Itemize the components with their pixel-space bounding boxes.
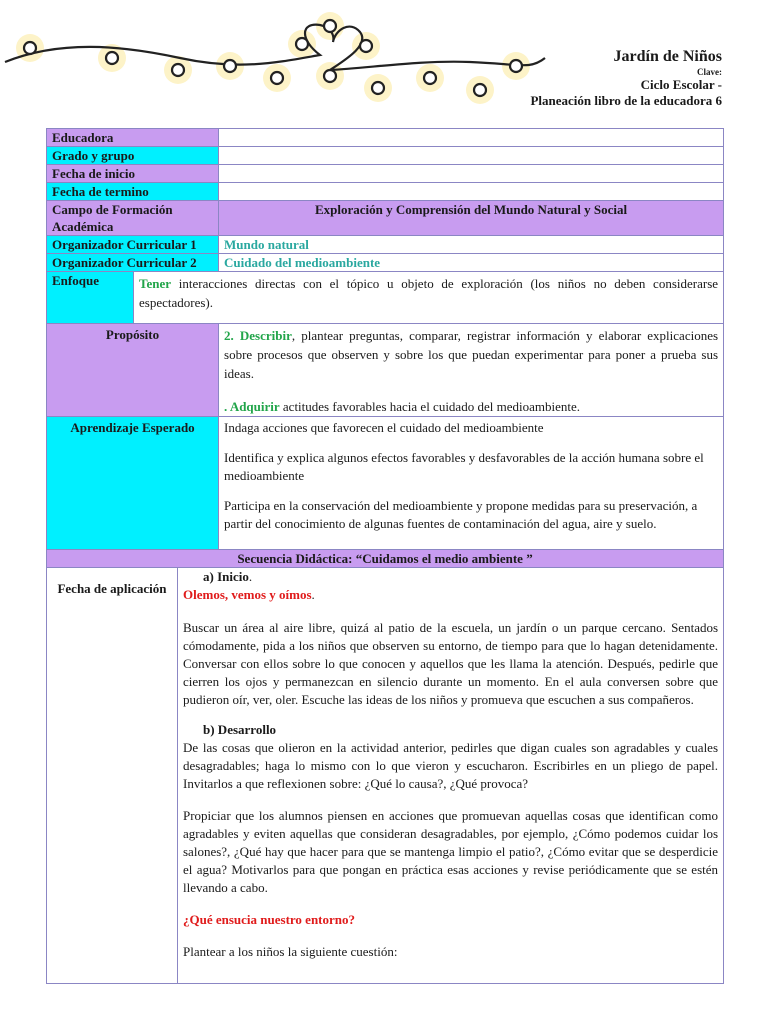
fecha-inicio-value[interactable] xyxy=(219,165,724,183)
org1-label: Organizador Curricular 1 xyxy=(47,236,219,254)
inicio-subheading: Olemos, vemos y oímos xyxy=(183,587,312,602)
document-header xyxy=(530,47,722,109)
row-fecha-termino xyxy=(47,183,724,201)
desarrollo-heading: b) Desarrollo xyxy=(203,722,277,737)
aprendizaje-label: Aprendizaje Esperado xyxy=(47,417,219,550)
school-title: Jardín de Niños xyxy=(613,48,722,65)
light-glow-group xyxy=(16,12,530,104)
org2-text: Cuidado del medioambiente xyxy=(224,255,381,270)
light-bulb xyxy=(24,42,36,54)
row-campo xyxy=(47,201,724,236)
org2-value xyxy=(219,254,724,272)
campo-label: Campo de Formación Académica xyxy=(47,201,219,236)
planeacion-label: Planeación libro de la educadora 6 xyxy=(530,93,722,108)
clave-label: Clave: xyxy=(697,67,722,77)
light-bulb xyxy=(172,64,184,76)
light-bulb xyxy=(271,72,283,84)
inicio-sub-dot: . xyxy=(311,587,315,602)
educadora-label: Educadora xyxy=(47,129,219,147)
campo-value: Exploración y Comprensión del Mundo Natural y Social xyxy=(219,201,724,236)
enfoque-label: Enfoque xyxy=(47,272,134,324)
aprendizaje-value xyxy=(219,417,724,550)
aprendizaje-2: Identifica y explica algunos efectos favorables y desfavorables de la acción humana sobre el medioambiente xyxy=(224,450,704,483)
enfoque-text: interacciones directas con el tópico u objeto de exploración (los niños no deben considerarse espectadores). xyxy=(139,276,719,310)
enfoque-value xyxy=(134,272,724,324)
row-org1 xyxy=(47,236,724,254)
light-bulb xyxy=(224,60,236,72)
ciclo-escolar-label: Ciclo Escolar - xyxy=(640,77,722,92)
proposito-value xyxy=(219,324,724,417)
desarrollo-text-1: De las cosas que olieron en la actividad anterior, pedirles que digan cuales son agradables y cuales desagradables; haga lo mismo con lo que vieron y escucharon. Escribirles en un pliego de papel. Invitarlos a que reflexionen sobre: ¿Qué lo causa?, ¿Qué provoca? xyxy=(183,740,719,791)
secuencia-content xyxy=(178,568,724,984)
prop1-highlight: 2. Describir xyxy=(224,328,292,343)
prop2-highlight: . Adquirir xyxy=(224,399,280,414)
prop1-text: , plantear preguntas, comparar, registrar información y elaborar explicaciones sobre procesos que observen y sobre los que puedan experimentar para poner a prueba sus ideas. xyxy=(224,328,719,381)
inicio-text: Buscar un área al aire libre, quizá al patio de la escuela, un jardín o un parque cercano. Sentados cómodamente, pida a los niños que observen su entorno, de tiempo para que lo hagan detenidamente. Conversar con ellos sobre lo que conocen y aquellos que les llama la atención. Después, pedirle que cierren los ojos y permanezcan en silencio durante un momento. En el aula conversen sobre que pudieron oír, ver, oler. Escuche las ideas de los niños y promueva que escuchen a sus compañeros. xyxy=(183,620,719,707)
light-bulb xyxy=(324,20,336,32)
desarrollo-text-2: Propiciar que los alumnos piensen en acciones que promuevan aquellas cosas que identifican como agradables y eviten aquellas que consideran desagradables, por ejemplo, ¿Cómo podemos cuidar los salones?, ¿Qué hay que hacer para que se mantenga limpio el patio?, ¿Cómo evitar que se desperdicie el agua? Motivarlos para que pongan en práctica esas acciones y revise periódicamente que se estén llevando a cabo. xyxy=(183,808,719,895)
row-secuencia-body xyxy=(47,568,724,984)
light-bulb xyxy=(296,38,308,50)
fecha-termino-label: Fecha de termino xyxy=(47,183,219,201)
row-proposito xyxy=(47,324,724,417)
fecha-inicio-label: Fecha de inicio xyxy=(47,165,219,183)
light-bulb xyxy=(372,82,384,94)
planning-table xyxy=(46,128,724,984)
org1-value xyxy=(219,236,724,254)
light-bulb xyxy=(324,70,336,82)
row-enfoque xyxy=(47,272,724,324)
proposito-label: Propósito xyxy=(47,324,219,417)
grado-label: Grado y grupo xyxy=(47,147,219,165)
row-secuencia-title xyxy=(47,550,724,568)
aprendizaje-3: Participa en la conservación del medioambiente y propone medidas para su preservación, a partir del conocimiento de algunas fuentes de contaminación del agua, aire y suelo. xyxy=(224,498,698,531)
inicio-heading: a) Inicio xyxy=(203,569,249,584)
grado-value[interactable] xyxy=(219,147,724,165)
light-bulb xyxy=(106,52,118,64)
row-org2 xyxy=(47,254,724,272)
secuencia-title: Secuencia Didáctica: “Cuidamos el medio ambiente ” xyxy=(47,550,724,568)
enfoque-highlight: Tener xyxy=(139,276,172,291)
aprendizaje-1: Indaga acciones que favorecen el cuidado del medioambiente xyxy=(224,420,544,435)
garland-wire xyxy=(5,25,545,70)
row-educadora xyxy=(47,129,724,147)
inicio-dot: . xyxy=(248,569,253,584)
garland-lights-decoration xyxy=(0,0,560,110)
row-fecha-inicio xyxy=(47,165,724,183)
light-bulb xyxy=(424,72,436,84)
org1-text: Mundo natural xyxy=(224,237,309,252)
light-bulb xyxy=(510,60,522,72)
fecha-termino-value[interactable] xyxy=(219,183,724,201)
plantear-text: Plantear a los niños la siguiente cuestión: xyxy=(183,944,398,959)
fecha-aplicacion-label: Fecha de aplicación xyxy=(47,568,178,984)
pregunta-heading: ¿Qué ensucia nuestro entorno? xyxy=(183,912,356,927)
row-aprendizaje xyxy=(47,417,724,550)
prop2-text: actitudes favorables hacia el cuidado del medioambiente. xyxy=(279,399,580,414)
educadora-value[interactable] xyxy=(219,129,724,147)
row-grado xyxy=(47,147,724,165)
org2-label: Organizador Curricular 2 xyxy=(47,254,219,272)
light-bulb xyxy=(474,84,486,96)
light-bulb xyxy=(360,40,372,52)
